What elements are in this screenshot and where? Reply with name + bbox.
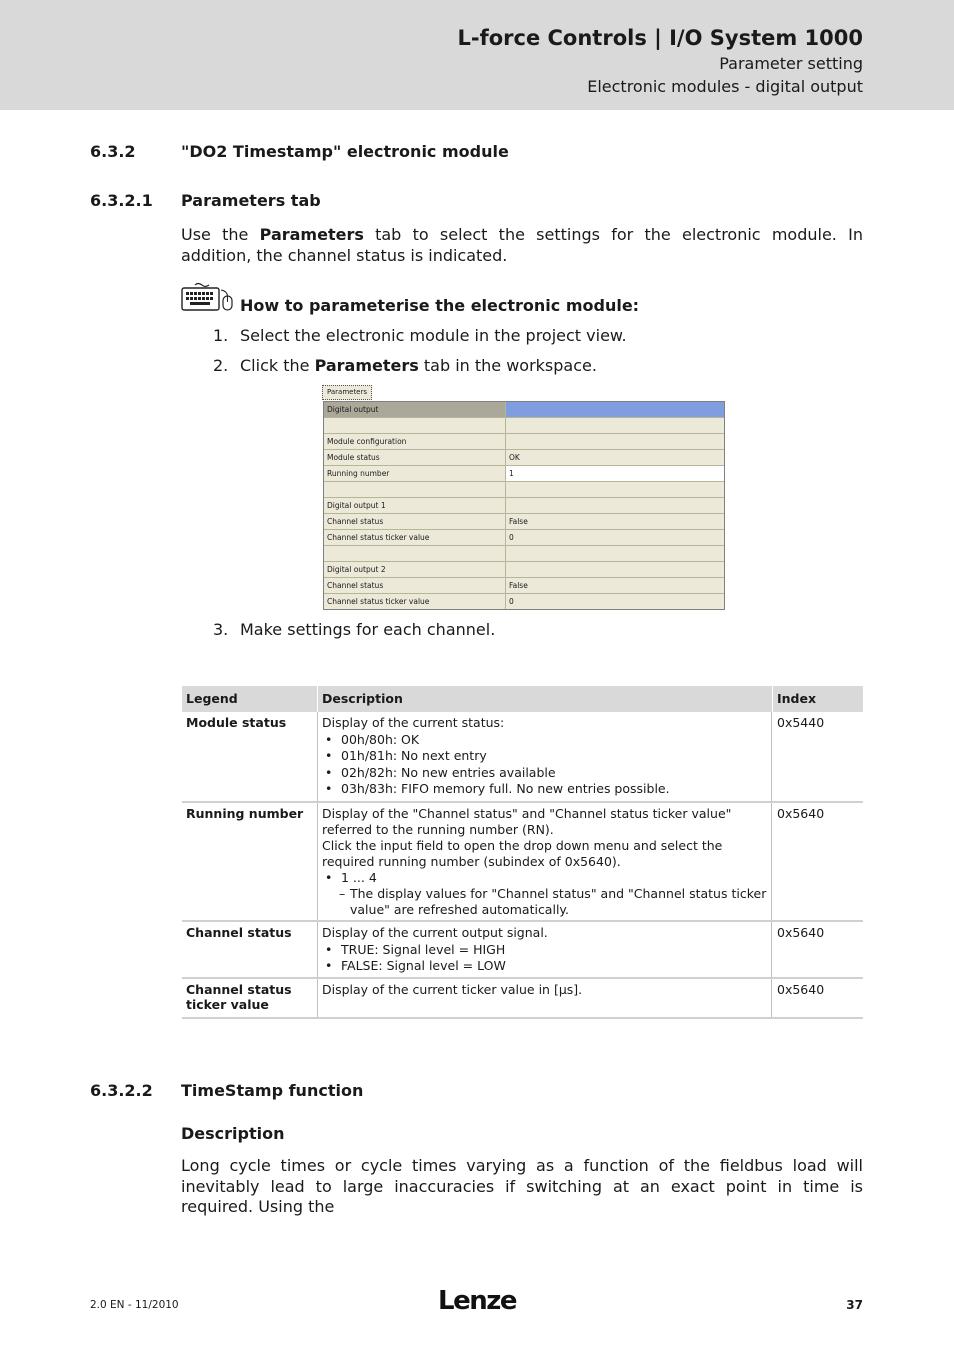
grid-value (506, 434, 724, 449)
grid-row (324, 482, 724, 498)
running-number-field[interactable]: 1 (506, 466, 724, 481)
grid-label: Digital output (324, 402, 506, 417)
parameters-tab[interactable]: Parameters (322, 385, 372, 400)
grid-row (324, 418, 724, 434)
grid-row (324, 466, 724, 482)
grid-value: False (509, 517, 528, 526)
column-header-index: Index (773, 686, 863, 712)
grid-row (324, 450, 724, 466)
parameter-grid (323, 401, 725, 610)
grid-label (324, 418, 506, 433)
grid-row (324, 498, 724, 514)
parameters-screenshot (322, 385, 724, 609)
subsection-title: TimeStamp function (181, 1081, 364, 1100)
grid-row (324, 594, 724, 610)
section-title: "DO2 Timestamp" electronic module (181, 142, 509, 161)
section-number: 6.3.2 (90, 142, 136, 161)
howto-heading: How to parameterise the electronic module: (240, 296, 640, 315)
legend-cell: Running number (186, 806, 304, 821)
intro-paragraph: Use the Parameters tab to select the settings for the electronic module. In addition, the channel status is indicated. (181, 225, 863, 265)
description-heading: Description (181, 1124, 285, 1143)
row-divider (182, 920, 863, 922)
description-cell: Display of the current ticker value in [µs]. (322, 982, 583, 997)
grid-label (324, 482, 506, 497)
grid-value: False (509, 581, 528, 590)
grid-row (324, 546, 724, 562)
grid-label: Channel status ticker value (324, 530, 506, 545)
grid-value (506, 546, 724, 561)
grid-row (324, 402, 724, 418)
grid-row (324, 562, 724, 578)
document-title: L-force Controls | I/O System 1000 (457, 26, 863, 50)
chapter-subtitle: Parameter setting (719, 54, 863, 73)
description-cell: Display of the current status: • 00h/80h: OK • 01h/81h: No next entry • 02h/82h: No new entries available • 03h/83h: FIFO memory full. No new entries possible. (318, 715, 770, 798)
grid-label: Digital output 2 (324, 562, 506, 577)
grid-value: 0 (509, 533, 514, 542)
legend-cell: Module status (186, 715, 287, 730)
grid-value: OK (509, 453, 520, 462)
grid-label: Channel status ticker value (324, 594, 506, 609)
version-label: 2.0 EN - 11/2010 (90, 1299, 179, 1311)
index-cell: 0x5640 (777, 925, 825, 940)
column-header-legend: Legend (182, 686, 317, 712)
description-cell: Display of the "Channel status" and "Channel status ticker value" referred to the running number (RN). Click the input field to open the drop down menu and select the required running number (subindex of 0x5640). • 1 ... 4 – The display values for "Channel status" and "Channel status ticker value" are refreshed automatically. (318, 806, 770, 918)
subsection-number: 6.3.2.2 (90, 1081, 153, 1100)
grid-row (324, 514, 724, 530)
grid-label: Running number (324, 466, 506, 481)
section-subtitle: Electronic modules - digital output (587, 77, 863, 96)
grid-row (324, 530, 724, 546)
grid-value (506, 482, 724, 497)
subsection-number: 6.3.2.1 (90, 191, 153, 210)
lenze-logo: Lenze (438, 1286, 516, 1316)
step-text: Select the electronic module in the project view. (240, 326, 627, 345)
grid-label: Digital output 1 (324, 498, 506, 513)
row-divider (182, 977, 863, 979)
grid-row (324, 434, 724, 450)
grid-value (506, 562, 724, 577)
description-cell: Display of the current output signal. • TRUE: Signal level = HIGH • FALSE: Signal level = LOW (318, 925, 770, 975)
column-header-description: Description (318, 686, 772, 712)
grid-label: Module configuration (324, 434, 506, 449)
index-cell: 0x5640 (777, 982, 825, 997)
step-number: 2. (213, 356, 229, 375)
index-cell: 0x5440 (777, 715, 825, 730)
step-text: Make settings for each channel. (240, 620, 496, 639)
legend-cell: Channel status (186, 925, 292, 940)
grid-value (506, 498, 724, 513)
keyboard-mouse-icon (181, 282, 233, 318)
step-text: Click the Parameters tab in the workspace. (240, 356, 597, 375)
grid-row (324, 578, 724, 594)
grid-label: Channel status (324, 578, 506, 593)
page-header (0, 0, 954, 110)
row-divider (182, 1017, 863, 1019)
step-number: 1. (213, 326, 229, 345)
row-divider (182, 801, 863, 803)
grid-value: 0 (509, 597, 514, 606)
grid-label (324, 546, 506, 561)
grid-label: Module status (324, 450, 506, 465)
grid-header-value (506, 402, 724, 417)
grid-label: Channel status (324, 514, 506, 529)
page-number: 37 (846, 1298, 863, 1312)
grid-value (506, 418, 724, 433)
index-cell: 0x5640 (777, 806, 825, 821)
subsection-title: Parameters tab (181, 191, 321, 210)
step-number: 3. (213, 620, 229, 639)
description-paragraph: Long cycle times or cycle times varying as a function of the fieldbus load will inevitably lead to large inaccuracies if switching at an exact point in time is required. Using the (181, 1156, 863, 1216)
legend-cell: Channel status ticker value (186, 982, 292, 1012)
column-divider (771, 712, 772, 1019)
